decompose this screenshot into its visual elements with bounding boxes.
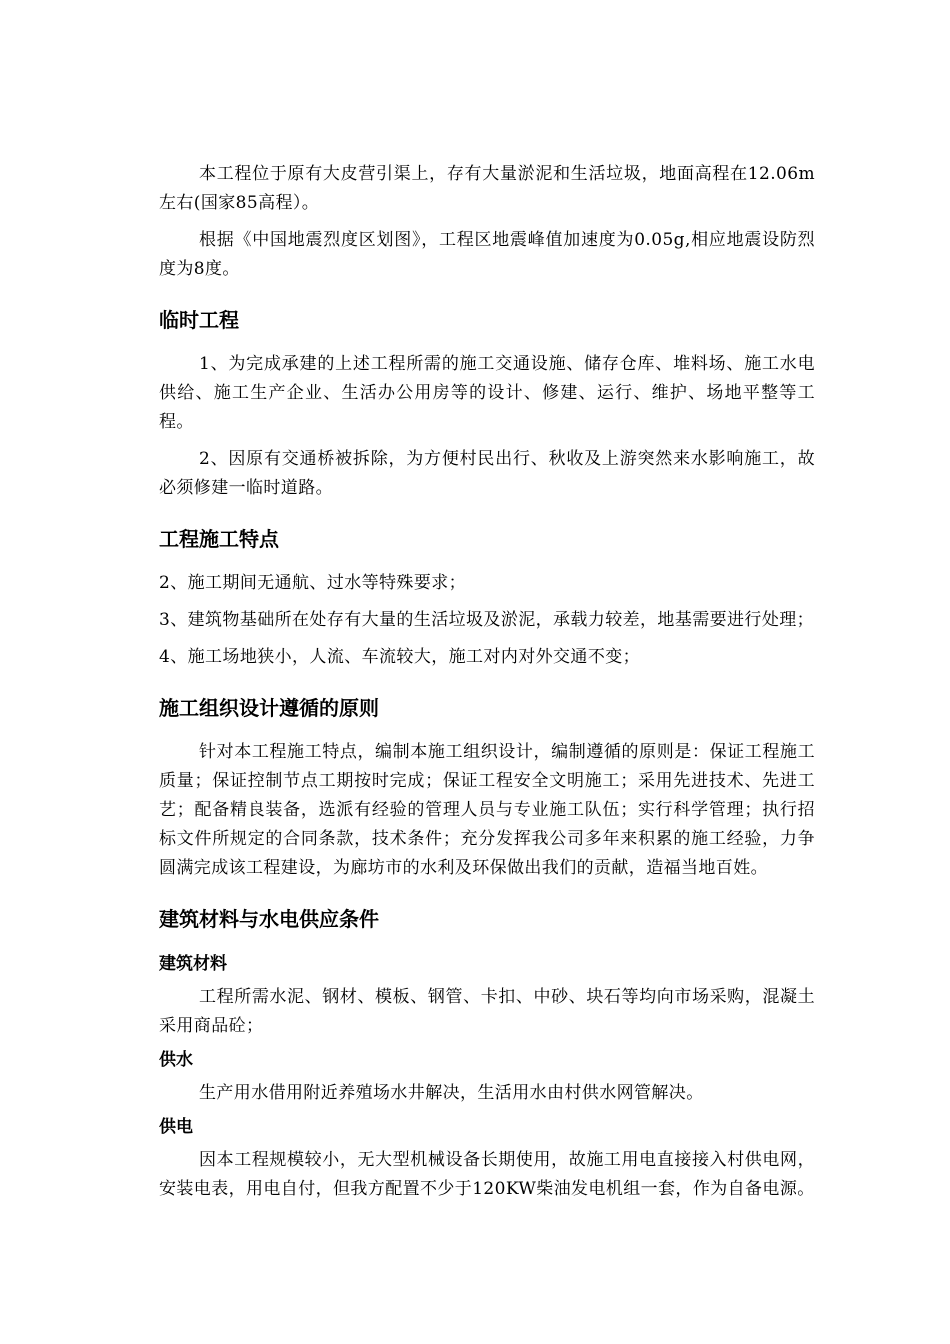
subsection-heading-power-supply: 供电: [159, 1117, 193, 1137]
materials-paragraph: 工程所需水泥、钢材、模板、钢管、卡扣、中砂、块石等均向市场采购，混凝土采用商品砼；: [159, 987, 815, 1036]
subsection-heading-materials: 建筑材料: [159, 954, 227, 974]
section-heading-design-principles: 施工组织设计遵循的原则: [159, 696, 379, 720]
feature-item: 3、建筑物基础所在处存有大量的生活垃圾及淤泥，承载力较差，地基需要进行处理；: [159, 610, 815, 630]
feature-item: 2、施工期间无通航、过水等特殊要求；: [159, 573, 467, 593]
water-supply-paragraph: 生产用水借用附近养殖场水井解决，生活用水由村供水网管解决。: [199, 1083, 704, 1103]
site-location-paragraph: 本工程位于原有大皮营引渠上，存有大量淤泥和生活垃圾，地面高程在12.06m左右(国家85高程）。: [159, 164, 815, 213]
design-principles-paragraph: 针对本工程施工特点，编制本施工组织设计，编制遵循的原则是：保证工程施工质量；保证控制节点工期按时完成；保证工程安全文明施工；采用先进技术、先进工艺；配备精良装备，选派有经验的管理人员与专业施工队伍；实行科学管理；执行招标文件所规定的合同条款，技术条件；充分发挥我公司多年来积累的施工经验，力争圆满完成该工程建设，为廊坊市的水利及环保做出我们的贡献，造福当地百姓。: [159, 742, 815, 878]
power-supply-paragraph: 因本工程规模较小，无大型机械设备长期使用，故施工用电直接接入村供电网，安装电表，用电自付，但我方配置不少于120KW柴油发电机组一套，作为自备电源。: [159, 1150, 815, 1199]
document-body: [159, 160, 815, 1204]
feature-item: 4、施工场地狭小，人流、车流较大，施工对内对外交通不变；: [159, 647, 641, 667]
section-heading-temporary-works: 临时工程: [159, 308, 239, 332]
section-heading-construction-features: 工程施工特点: [159, 527, 279, 551]
temporary-works-paragraph-1: 1、为完成承建的上述工程所需的施工交通设施、储存仓库、堆料场、施工水电供给、施工生产企业、生活办公用房等的设计、修建、运行、维护、场地平整等工程。: [159, 354, 815, 432]
temporary-works-paragraph-2: 2、因原有交通桥被拆除，为方便村民出行、秋收及上游突然来水影响施工，故必须修建一临时道路。: [159, 449, 815, 498]
seismic-paragraph: 根据《中国地震烈度区划图》，工程区地震峰值加速度为0.05g,相应地震设防烈度为8度。: [159, 230, 815, 279]
section-heading-materials-utilities: 建筑材料与水电供应条件: [159, 907, 379, 931]
subsection-heading-water-supply: 供水: [159, 1050, 193, 1070]
